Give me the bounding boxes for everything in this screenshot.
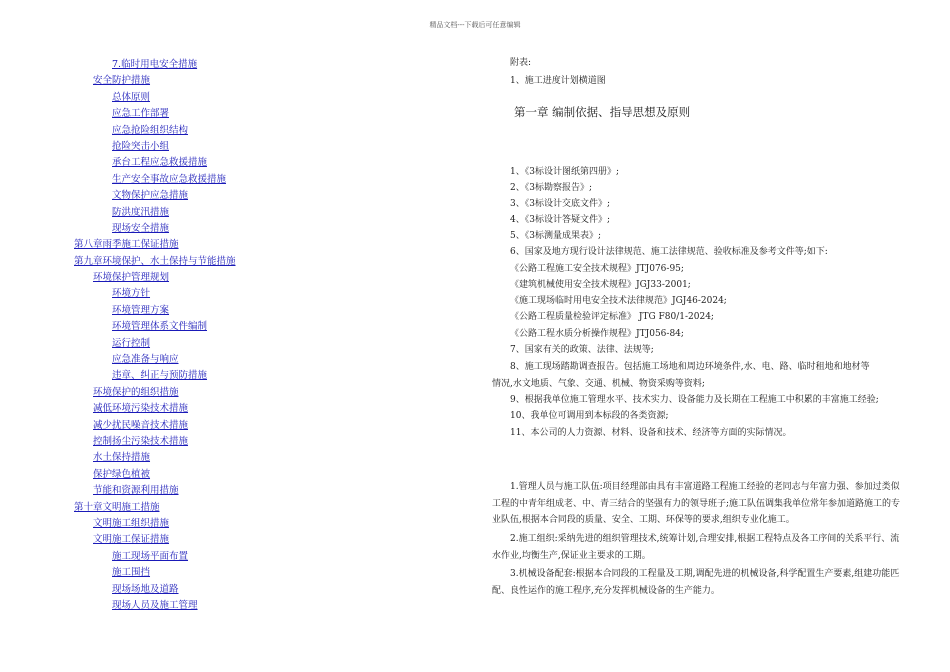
toc-item[interactable]: [0, 139, 460, 155]
toc-link[interactable]: 应急准备与响应: [112, 354, 179, 366]
table-of-contents: [0, 57, 460, 614]
toc-link[interactable]: 文物保护应急措施: [112, 190, 189, 202]
toc-link[interactable]: 现场人员及施工管理: [112, 599, 198, 611]
toc-item[interactable]: [0, 582, 460, 598]
toc-link[interactable]: 第十章文明施工措施: [74, 501, 160, 513]
toc-item[interactable]: [0, 221, 460, 237]
toc-item[interactable]: [0, 123, 460, 139]
basis-item: 3、《3标设计交底文件》;: [510, 199, 610, 209]
basis-item: 11、本公司的人力资源、材料、设备和技术、经济等方面的实际情况。: [510, 428, 792, 438]
toc-link[interactable]: 应急工作部署: [112, 108, 170, 120]
toc-link[interactable]: 减低环境污染技术措施: [93, 403, 189, 415]
toc-item[interactable]: [0, 319, 460, 335]
toc-link[interactable]: 安全防护措施: [93, 75, 151, 87]
basis-item: 9、根据我单位施工管理水平、技术实力、设备能力及长期在工程施工中积累的丰富施工经验;: [510, 395, 879, 405]
basis-item: 10、我单位可调用到本标段的各类资源;: [510, 411, 669, 421]
toc-item[interactable]: [0, 565, 460, 581]
attachment-item: 1、施工进度计划横道图: [510, 76, 606, 86]
toc-link[interactable]: 承台工程应急救援措施: [112, 157, 208, 169]
toc-item[interactable]: [0, 549, 460, 565]
toc-item[interactable]: [0, 188, 460, 204]
principle-paragraph: 1.管理人员与施工队伍:项目经理部由具有丰富道路工程施工经验的老同志与年富力强、参加过类似工程的中青年组成老、中、青三结合的坚强有力的领导班子;施工队伍调集我单位常年参加道路施工的专业队伍,根据本合同段的质量、安全、工期、环保等的要求,组织专业化施工。: [492, 482, 901, 525]
toc-item[interactable]: [0, 205, 460, 221]
toc-link[interactable]: 现场安全措施: [112, 222, 170, 234]
toc-link[interactable]: 水土保持措施: [93, 452, 151, 464]
toc-link[interactable]: 节能和资源利用措施: [93, 485, 179, 497]
toc-link[interactable]: 保护绿色植被: [93, 468, 151, 480]
toc-link[interactable]: 控制扬尘污染技术措施: [93, 435, 189, 447]
basis-item: 《公路工程质量检验评定标准》 JTG F80/1-2024;: [510, 312, 714, 322]
toc-link[interactable]: 现场场地及道路: [112, 583, 179, 595]
toc-link[interactable]: 施工围挡: [112, 567, 151, 579]
toc-item[interactable]: [0, 73, 460, 89]
basis-item: 1、《3标设计图纸第四册》;: [510, 167, 619, 177]
toc-link[interactable]: 环境方针: [112, 288, 151, 300]
toc-link[interactable]: 环境管理方案: [112, 304, 170, 316]
page-header: 精品文档---下载后可任意编辑: [429, 21, 521, 29]
toc-item[interactable]: [0, 254, 460, 270]
toc-item[interactable]: [0, 598, 460, 614]
toc-item[interactable]: [0, 106, 460, 122]
toc-item[interactable]: [0, 57, 460, 73]
basis-item: 《公路工程施工安全技术规程》JTJ076-95;: [510, 264, 684, 274]
toc-item[interactable]: [0, 336, 460, 352]
toc-item[interactable]: [0, 450, 460, 466]
toc-item[interactable]: [0, 418, 460, 434]
toc-link[interactable]: 生产安全事故应急救援措施: [112, 173, 227, 185]
toc-item[interactable]: [0, 483, 460, 499]
basis-item: 4、《3标设计答疑文件》;: [510, 215, 610, 225]
principle-paragraph: 2.施工组织:采纳先进的组织管理技术,统筹计划,合理安排,根据工程特点及各工序间的关系平行、流水作业,均衡生产,保证业主要求的工期。: [492, 534, 900, 561]
toc-link[interactable]: 环境管理体系文件编制: [112, 321, 208, 333]
basis-item: 7、国家有关的政策、法律、法规等;: [510, 345, 654, 355]
toc-item[interactable]: [0, 467, 460, 483]
toc-item[interactable]: [0, 172, 460, 188]
attachment-label: 附表:: [510, 58, 532, 68]
toc-item[interactable]: [0, 155, 460, 171]
toc-link[interactable]: 第八章雨季施工保证措施: [74, 239, 179, 251]
toc-link[interactable]: 违章、纠正与预防措施: [112, 370, 208, 382]
toc-item[interactable]: [0, 500, 460, 516]
right-page: [470, 0, 940, 672]
basis-item: 6、国家及地方现行设计法律规范、施工法律规范、验收标准及参考文件等;如下:: [510, 247, 828, 257]
toc-item[interactable]: [0, 434, 460, 450]
toc-item[interactable]: [0, 385, 460, 401]
toc-link[interactable]: 减少扰民噪音技术措施: [93, 419, 189, 431]
toc-item[interactable]: [0, 516, 460, 532]
toc-link[interactable]: 文明施工组织措施: [93, 517, 170, 529]
toc-item[interactable]: [0, 401, 460, 417]
toc-item[interactable]: [0, 368, 460, 384]
toc-item[interactable]: [0, 270, 460, 286]
basis-item: 情况,水文地质、气象、交通、机械、物资采购等资料;: [492, 379, 705, 389]
toc-item[interactable]: [0, 532, 460, 548]
principle-paragraph: 3.机械设备配套:根据本合同段的工程量及工期,调配先进的机械设备,科学配置生产要素,组建功能匹配、良性运作的施工程序,充分发挥机械设备的生产能力。: [492, 569, 900, 596]
basis-item: 《公路工程水质分析操作规程》JTJ056-84;: [510, 329, 684, 339]
toc-link[interactable]: 运行控制: [112, 337, 151, 349]
toc-link[interactable]: 抢险突击小组: [112, 140, 170, 152]
basis-item: 2、《3标勘察报告》;: [510, 183, 592, 193]
toc-link[interactable]: 环境保护管理规划: [93, 272, 170, 284]
toc-link[interactable]: 文明施工保证措施: [93, 534, 170, 546]
toc-item[interactable]: [0, 303, 460, 319]
basis-item: 5、《3标测量成果表》;: [510, 231, 601, 241]
toc-item[interactable]: [0, 286, 460, 302]
toc-link[interactable]: 总体原则: [112, 91, 151, 103]
toc-item[interactable]: [0, 237, 460, 253]
basis-item: 《施工现场临时用电安全技术法律规范》JGJ46-2024;: [510, 296, 727, 306]
toc-link[interactable]: 环境保护的组织措施: [93, 386, 179, 398]
toc-link[interactable]: 第九章环境保护、水土保持与节能措施: [74, 255, 236, 267]
toc-link[interactable]: 应急抢险组织结构: [112, 124, 189, 136]
basis-item: 《建筑机械使用安全技术规程》JGJ33-2001;: [510, 280, 691, 290]
toc-item[interactable]: [0, 90, 460, 106]
basis-item: 8、施工现场踏勘调查报告。包括施工场地和周边环境条件,水、电、路、临时租地和地材等: [510, 362, 870, 372]
toc-link[interactable]: 施工现场平面布置: [112, 550, 189, 562]
toc-link[interactable]: 7.临时用电安全措施: [112, 59, 198, 70]
toc-link[interactable]: 防洪度汛措施: [112, 206, 170, 218]
chapter-title: 第一章 编制依据、指导思想及原则: [514, 105, 691, 119]
toc-item[interactable]: [0, 352, 460, 368]
